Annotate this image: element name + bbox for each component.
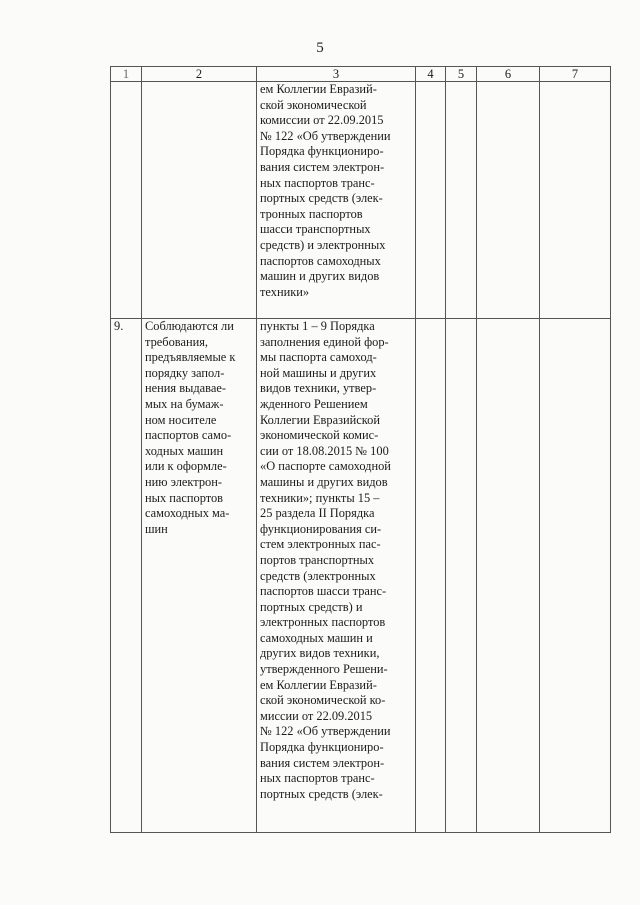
column-header-6: 6 <box>477 67 540 82</box>
cell-number <box>111 319 142 833</box>
requirements-text: ем Коллегии Евразий- ской экономической комиссии от 22.09.2015 № 122 «Об утверждении Порядка функциониро- вания систем электрон- ных паспортов транс- портных средств (элек- тронных паспортов шасси транспортных средств) и электронных паспортов самоходных машин и других видов техники» <box>260 82 391 299</box>
column-header-1: 1 <box>111 67 142 82</box>
cell-requirements <box>257 82 416 319</box>
column-header-4: 4 <box>416 67 446 82</box>
page-number: 5 <box>316 40 324 56</box>
cell-col7 <box>540 82 611 319</box>
column-header-3: 3 <box>257 67 416 82</box>
column-header-7: 7 <box>540 67 611 82</box>
checklist-table <box>110 66 611 833</box>
column-header-2: 2 <box>142 67 257 82</box>
cell-col5 <box>446 82 477 319</box>
row-number: 9. <box>114 319 124 333</box>
requirements-text: пункты 1 – 9 Порядка заполнения единой фор- мы паспорта самоход- ной машины и других видов техники, утвер- жденного Решением Коллегии Евразийской экономической комис- сии от 18.08.2015 № 100 «О паспорте самоходной машины и других видов техники»; пункты 15 – 25 раздела II Порядка функционирования си- стем электронных пас- портов транспортных средств (электронных паспортов шасси транс- портных средств) и электронных паспортов самоходных машин и других видов техники, утвержденного Решени- ем Коллегии Евразий- ской экономической ко- миссии от 22.09.2015 № 122 «Об утверждении Порядка функциониро- вания систем электрон- ных паспортов транс- портных средств (элек- <box>260 319 391 801</box>
cell-col5 <box>446 319 477 833</box>
header-row <box>111 67 611 82</box>
cell-col4 <box>416 319 446 833</box>
table-row-continued <box>111 82 611 319</box>
cell-col7 <box>540 319 611 833</box>
cell-question <box>142 82 257 319</box>
cell-col4 <box>416 82 446 319</box>
column-header-5: 5 <box>446 67 477 82</box>
cell-col6 <box>477 82 540 319</box>
cell-number <box>111 82 142 319</box>
table-row-9 <box>111 319 611 833</box>
cell-requirements <box>257 319 416 833</box>
question-text: Соблюдаются ли требования, предъявляемые к порядку запол- нения выдавае- мых на бумаж- ном носителе паспортов само- ходных машин или к оформле- нию электрон- ных паспортов самоходных ма- шин <box>145 319 236 536</box>
cell-question <box>142 319 257 833</box>
cell-col6 <box>477 319 540 833</box>
